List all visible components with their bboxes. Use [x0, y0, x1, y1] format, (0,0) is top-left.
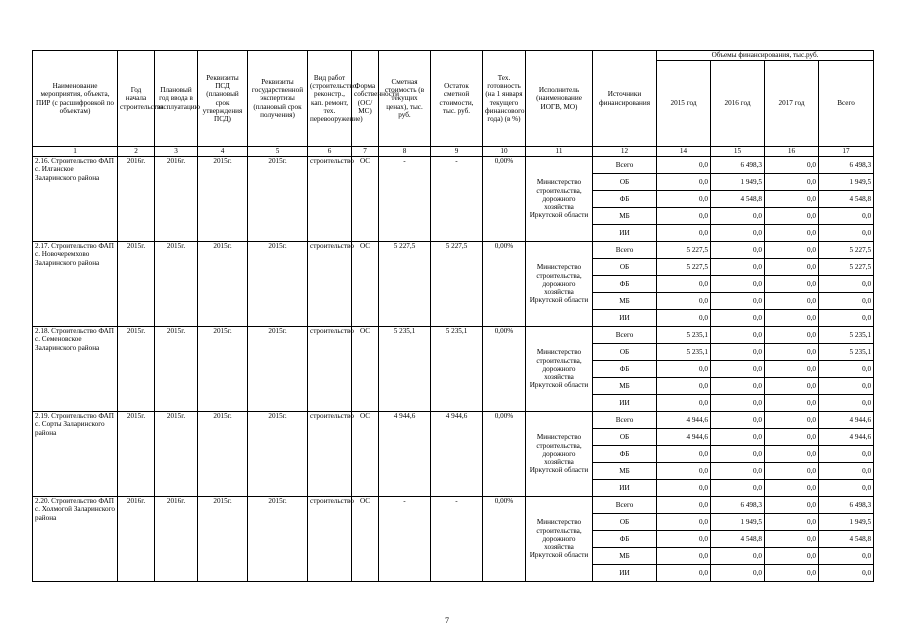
- planned-year: 2015г.: [155, 327, 198, 412]
- expertise-year: 2015г.: [248, 157, 308, 242]
- funding-2015: 5 235,1: [657, 327, 711, 344]
- funding-source: ОБ: [593, 344, 657, 361]
- funding-2016: 0,0: [711, 446, 765, 463]
- column-number-row: [33, 147, 874, 157]
- table-row: [33, 412, 874, 429]
- readiness: 0,00%: [483, 157, 526, 242]
- table-row: [33, 242, 874, 259]
- object-name: 2.17. Строительство ФАП с. Новочеремхово Заларинского района: [33, 242, 118, 327]
- remaining-cost: 5 235,1: [431, 327, 483, 412]
- funding-2016: 0,0: [711, 565, 765, 582]
- funding-2015: 0,0: [657, 157, 711, 174]
- funding-2016: 0,0: [711, 429, 765, 446]
- header-2017: 2017 год: [765, 61, 819, 147]
- funding-2016: 0,0: [711, 463, 765, 480]
- funding-2017: 0,0: [765, 293, 819, 310]
- column-number: 15: [711, 147, 765, 157]
- funding-2017: 0,0: [765, 378, 819, 395]
- funding-source: ОБ: [593, 259, 657, 276]
- funding-2017: 0,0: [765, 327, 819, 344]
- funding-source: МБ: [593, 548, 657, 565]
- funding-2015: 0,0: [657, 446, 711, 463]
- funding-2017: 0,0: [765, 276, 819, 293]
- funding-2017: 0,0: [765, 429, 819, 446]
- estimate-cost: 4 944,6: [379, 412, 431, 497]
- executor: Министерство строительства, дорожного хозяйства Иркутской области: [526, 242, 593, 327]
- object-name: 2.18. Строительство ФАП с. Семеновское Заларинского района: [33, 327, 118, 412]
- funding-source: ФБ: [593, 276, 657, 293]
- header-funding-group: Объемы финансирования, тыс.руб.: [657, 51, 874, 61]
- header-name: Наименование мероприятия, объекта, ПИР (с расшифровкой по объектам): [33, 51, 118, 147]
- column-number: 9: [431, 147, 483, 157]
- table-row: [33, 157, 874, 174]
- ownership: ОС: [352, 412, 379, 497]
- start-year: 2016г.: [118, 497, 155, 582]
- funding-2016: 0,0: [711, 327, 765, 344]
- funding-2015: 5 227,5: [657, 259, 711, 276]
- funding-2016: 1 949,5: [711, 174, 765, 191]
- header-2015: 2015 год: [657, 61, 711, 147]
- funding-total: 6 498,3: [819, 497, 874, 514]
- table-row: [33, 327, 874, 344]
- funding-2016: 0,0: [711, 310, 765, 327]
- funding-2017: 0,0: [765, 395, 819, 412]
- funding-total: 0,0: [819, 276, 874, 293]
- funding-2017: 0,0: [765, 497, 819, 514]
- remaining-cost: 5 227,5: [431, 242, 483, 327]
- column-number: 6: [308, 147, 352, 157]
- executor: Министерство строительства, дорожного хозяйства Иркутской области: [526, 327, 593, 412]
- funding-source: МБ: [593, 378, 657, 395]
- funding-source: ФБ: [593, 446, 657, 463]
- funding-2017: 0,0: [765, 242, 819, 259]
- funding-2017: 0,0: [765, 310, 819, 327]
- funding-2015: 0,0: [657, 208, 711, 225]
- funding-total: 1 949,5: [819, 514, 874, 531]
- header-expertise: Реквизиты государственной экспертизы (плановый срок получения): [248, 51, 308, 147]
- funding-source: Всего: [593, 412, 657, 429]
- funding-2017: 0,0: [765, 463, 819, 480]
- header-readiness: Тех. готовность (на 1 января текущего финансового года) (в %): [483, 51, 526, 147]
- funding-total: 0,0: [819, 446, 874, 463]
- funding-total: 6 498,3: [819, 157, 874, 174]
- readiness: 0,00%: [483, 327, 526, 412]
- object-name: 2.20. Строительство ФАП с. Холмогой Заларинского района: [33, 497, 118, 582]
- funding-2017: 0,0: [765, 225, 819, 242]
- funding-2015: 0,0: [657, 480, 711, 497]
- funding-2015: 0,0: [657, 276, 711, 293]
- header-planned-year: Плановый год ввода в эксплуатацию: [155, 51, 198, 147]
- estimate-cost: 5 227,5: [379, 242, 431, 327]
- funding-source: Всего: [593, 157, 657, 174]
- funding-total: 5 235,1: [819, 327, 874, 344]
- funding-2015: 5 227,5: [657, 242, 711, 259]
- funding-source: ИИ: [593, 225, 657, 242]
- funding-total: 0,0: [819, 548, 874, 565]
- funding-total: 0,0: [819, 480, 874, 497]
- funding-total: 0,0: [819, 463, 874, 480]
- funding-2016: 1 949,5: [711, 514, 765, 531]
- funding-source: Всего: [593, 242, 657, 259]
- funding-2017: 0,0: [765, 412, 819, 429]
- funding-total: 0,0: [819, 225, 874, 242]
- funding-2016: 0,0: [711, 378, 765, 395]
- header-sources: Источники финансирования: [593, 51, 657, 147]
- funding-2015: 0,0: [657, 395, 711, 412]
- header-executor: Исполнитель (наименование ИОГВ, МО): [526, 51, 593, 147]
- funding-source: МБ: [593, 208, 657, 225]
- funding-2015: 4 944,6: [657, 412, 711, 429]
- header-start-year: Год начала строительства: [118, 51, 155, 147]
- funding-total: 0,0: [819, 310, 874, 327]
- column-number: 8: [379, 147, 431, 157]
- funding-2017: 0,0: [765, 259, 819, 276]
- funding-total: 0,0: [819, 361, 874, 378]
- funding-2015: 0,0: [657, 378, 711, 395]
- work-type: строительство: [308, 412, 352, 497]
- header-ownership: Форма собственности (ОС/МС): [352, 51, 379, 147]
- psd-year: 2015г.: [198, 157, 248, 242]
- header-2016: 2016 год: [711, 61, 765, 147]
- column-number: 5: [248, 147, 308, 157]
- column-number: 17: [819, 147, 874, 157]
- funding-total: 4 944,6: [819, 429, 874, 446]
- funding-source: ОБ: [593, 174, 657, 191]
- expertise-year: 2015г.: [248, 327, 308, 412]
- funding-2016: 0,0: [711, 225, 765, 242]
- funding-2015: 0,0: [657, 548, 711, 565]
- funding-2015: 0,0: [657, 463, 711, 480]
- expertise-year: 2015г.: [248, 412, 308, 497]
- executor: Министерство строительства, дорожного хозяйства Иркутской области: [526, 412, 593, 497]
- funding-2016: 0,0: [711, 293, 765, 310]
- funding-2016: 0,0: [711, 259, 765, 276]
- funding-2015: 4 944,6: [657, 429, 711, 446]
- funding-2015: 0,0: [657, 293, 711, 310]
- funding-2016: 6 498,3: [711, 157, 765, 174]
- funding-2015: 0,0: [657, 531, 711, 548]
- funding-total: 5 227,5: [819, 242, 874, 259]
- funding-2017: 0,0: [765, 531, 819, 548]
- column-number: 4: [198, 147, 248, 157]
- work-type: строительство: [308, 497, 352, 582]
- funding-total: 5 227,5: [819, 259, 874, 276]
- header-remaining: Остаток сметной стоимости, тыс. руб.: [431, 51, 483, 147]
- readiness: 0,00%: [483, 242, 526, 327]
- column-number: 14: [657, 147, 711, 157]
- funding-2015: 0,0: [657, 225, 711, 242]
- funding-2016: 0,0: [711, 242, 765, 259]
- ownership: ОС: [352, 242, 379, 327]
- funding-source: ОБ: [593, 514, 657, 531]
- funding-total: 5 235,1: [819, 344, 874, 361]
- remaining-cost: 4 944,6: [431, 412, 483, 497]
- funding-source: ИИ: [593, 395, 657, 412]
- psd-year: 2015г.: [198, 242, 248, 327]
- work-type: строительство: [308, 242, 352, 327]
- funding-total: 1 949,5: [819, 174, 874, 191]
- funding-2017: 0,0: [765, 344, 819, 361]
- funding-2016: 0,0: [711, 344, 765, 361]
- funding-2015: 0,0: [657, 310, 711, 327]
- funding-2015: 0,0: [657, 174, 711, 191]
- funding-total: 4 548,8: [819, 191, 874, 208]
- funding-source: Всего: [593, 497, 657, 514]
- table-row: [33, 497, 874, 514]
- funding-2015: 0,0: [657, 191, 711, 208]
- funding-2015: 5 235,1: [657, 344, 711, 361]
- column-number: 2: [118, 147, 155, 157]
- funding-source: ИИ: [593, 310, 657, 327]
- funding-table: [32, 50, 874, 582]
- funding-source: МБ: [593, 293, 657, 310]
- funding-2017: 0,0: [765, 480, 819, 497]
- column-number: 16: [765, 147, 819, 157]
- header-work-type: Вид работ (строительство, реконстр., кап. ремонт, тех. перевооружение): [308, 51, 352, 147]
- estimate-cost: 5 235,1: [379, 327, 431, 412]
- start-year: 2015г.: [118, 242, 155, 327]
- column-number: 10: [483, 147, 526, 157]
- funding-total: 0,0: [819, 378, 874, 395]
- funding-total: 4 548,8: [819, 531, 874, 548]
- psd-year: 2015г.: [198, 412, 248, 497]
- planned-year: 2016г.: [155, 157, 198, 242]
- object-name: 2.16. Строительство ФАП с. Илганское Заларинского района: [33, 157, 118, 242]
- remaining-cost: -: [431, 497, 483, 582]
- funding-source: ФБ: [593, 361, 657, 378]
- funding-2017: 0,0: [765, 446, 819, 463]
- funding-2015: 0,0: [657, 565, 711, 582]
- ownership: ОС: [352, 327, 379, 412]
- estimate-cost: -: [379, 497, 431, 582]
- funding-2015: 0,0: [657, 514, 711, 531]
- funding-2016: 0,0: [711, 480, 765, 497]
- executor: Министерство строительства, дорожного хозяйства Иркутской области: [526, 157, 593, 242]
- funding-2015: 0,0: [657, 361, 711, 378]
- planned-year: 2015г.: [155, 242, 198, 327]
- funding-source: Всего: [593, 327, 657, 344]
- column-number: 11: [526, 147, 593, 157]
- readiness: 0,00%: [483, 412, 526, 497]
- funding-2017: 0,0: [765, 157, 819, 174]
- funding-source: ИИ: [593, 480, 657, 497]
- executor: Министерство строительства, дорожного хозяйства Иркутской области: [526, 497, 593, 582]
- start-year: 2016г.: [118, 157, 155, 242]
- funding-2016: 0,0: [711, 395, 765, 412]
- funding-source: ФБ: [593, 531, 657, 548]
- psd-year: 2015г.: [198, 327, 248, 412]
- funding-total: 0,0: [819, 293, 874, 310]
- estimate-cost: -: [379, 157, 431, 242]
- funding-source: ОБ: [593, 429, 657, 446]
- column-number: 3: [155, 147, 198, 157]
- funding-total: 0,0: [819, 565, 874, 582]
- work-type: строительство: [308, 327, 352, 412]
- funding-2016: 0,0: [711, 208, 765, 225]
- funding-2017: 0,0: [765, 548, 819, 565]
- work-type: строительство: [308, 157, 352, 242]
- funding-2016: 0,0: [711, 276, 765, 293]
- funding-total: 4 944,6: [819, 412, 874, 429]
- funding-2017: 0,0: [765, 191, 819, 208]
- column-number: 12: [593, 147, 657, 157]
- start-year: 2015г.: [118, 327, 155, 412]
- funding-2017: 0,0: [765, 174, 819, 191]
- funding-2017: 0,0: [765, 565, 819, 582]
- funding-2016: 6 498,3: [711, 497, 765, 514]
- funding-total: 0,0: [819, 395, 874, 412]
- funding-2016: 0,0: [711, 548, 765, 565]
- object-name: 2.19. Строительство ФАП с. Сорты Заларинского района: [33, 412, 118, 497]
- funding-2015: 0,0: [657, 497, 711, 514]
- start-year: 2015г.: [118, 412, 155, 497]
- funding-2017: 0,0: [765, 208, 819, 225]
- funding-2016: 0,0: [711, 361, 765, 378]
- planned-year: 2016г.: [155, 497, 198, 582]
- column-number: 7: [352, 147, 379, 157]
- header-psd: Реквизиты ПСД (плановый срок утверждения ПСД): [198, 51, 248, 147]
- page-number: 7: [445, 616, 449, 625]
- funding-source: ФБ: [593, 191, 657, 208]
- funding-total: 0,0: [819, 208, 874, 225]
- funding-2016: 4 548,8: [711, 191, 765, 208]
- funding-source: МБ: [593, 463, 657, 480]
- funding-2016: 4 548,8: [711, 531, 765, 548]
- funding-source: ИИ: [593, 565, 657, 582]
- column-number: 1: [33, 147, 118, 157]
- planned-year: 2015г.: [155, 412, 198, 497]
- ownership: ОС: [352, 497, 379, 582]
- header-total: Всего: [819, 61, 874, 147]
- psd-year: 2015г.: [198, 497, 248, 582]
- funding-2017: 0,0: [765, 514, 819, 531]
- expertise-year: 2015г.: [248, 497, 308, 582]
- readiness: 0,00%: [483, 497, 526, 582]
- funding-2016: 0,0: [711, 412, 765, 429]
- ownership: ОС: [352, 157, 379, 242]
- remaining-cost: -: [431, 157, 483, 242]
- expertise-year: 2015г.: [248, 242, 308, 327]
- header-estimate: Сметная стоимость (в текущих ценах), тыс. руб.: [379, 51, 431, 147]
- funding-2017: 0,0: [765, 361, 819, 378]
